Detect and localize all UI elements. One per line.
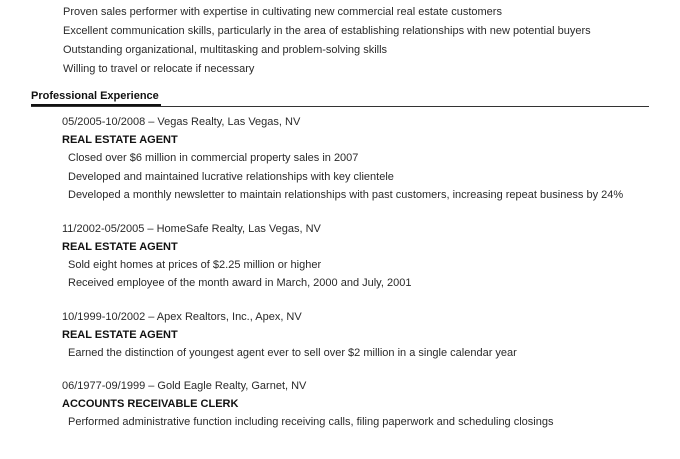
skills-list — [63, 3, 663, 79]
job-dates: 05/2005-10/2008 – Vegas Realty, Las Vegas, NV — [62, 116, 301, 128]
section-header-experience — [31, 88, 649, 107]
job-entry — [62, 220, 662, 293]
job-entry — [62, 113, 662, 205]
job-duty: Sold eight homes at prices of $2.25 million or higher — [68, 258, 322, 271]
job-duty: Performed administrative function including receiving calls, filing paperwork and scheduling closings — [68, 416, 554, 428]
skill-item: Excellent communication skills, particularly in the area of establishing relationships with new potential buyers — [63, 25, 591, 37]
job-entry — [62, 308, 662, 363]
job-duty: Closed over $6 million in commercial property sales in 2007 — [68, 152, 359, 164]
job-duty: Developed and maintained lucrative relationships with key clientele — [68, 170, 394, 183]
job-dates: 11/2002-05/2005 – HomeSafe Realty, Las Vegas, NV — [62, 222, 321, 235]
job-entry — [62, 377, 662, 432]
job-dates: 10/1999-10/2002 – Apex Realtors, Inc., Apex, NV — [62, 310, 302, 323]
experience-list — [62, 113, 662, 447]
section-title: Professional Experience — [31, 88, 161, 106]
job-duty: Received employee of the month award in March, 2000 and July, 2001 — [68, 277, 412, 289]
job-duty: Developed a monthly newsletter to maintain relationships with past customers, increasing repeat business by 24% — [68, 189, 624, 201]
job-role: REAL ESTATE AGENT — [62, 240, 178, 253]
job-role: REAL ESTATE AGENT — [62, 134, 178, 146]
job-role: ACCOUNTS RECEIVABLE CLERK — [62, 398, 239, 410]
skill-item: Willing to travel or relocate if necessary — [63, 63, 255, 75]
job-dates: 06/1977-09/1999 – Gold Eagle Realty, Garnet, NV — [62, 380, 307, 392]
job-duty: Earned the distinction of youngest agent ever to sell over $2 million in a single calendar year — [68, 346, 517, 359]
skill-item: Outstanding organizational, multitasking and problem-solving skills — [63, 44, 388, 56]
skill-item: Proven sales performer with expertise in cultivating new commercial real estate customers — [63, 6, 502, 18]
job-role: REAL ESTATE AGENT — [62, 328, 178, 341]
